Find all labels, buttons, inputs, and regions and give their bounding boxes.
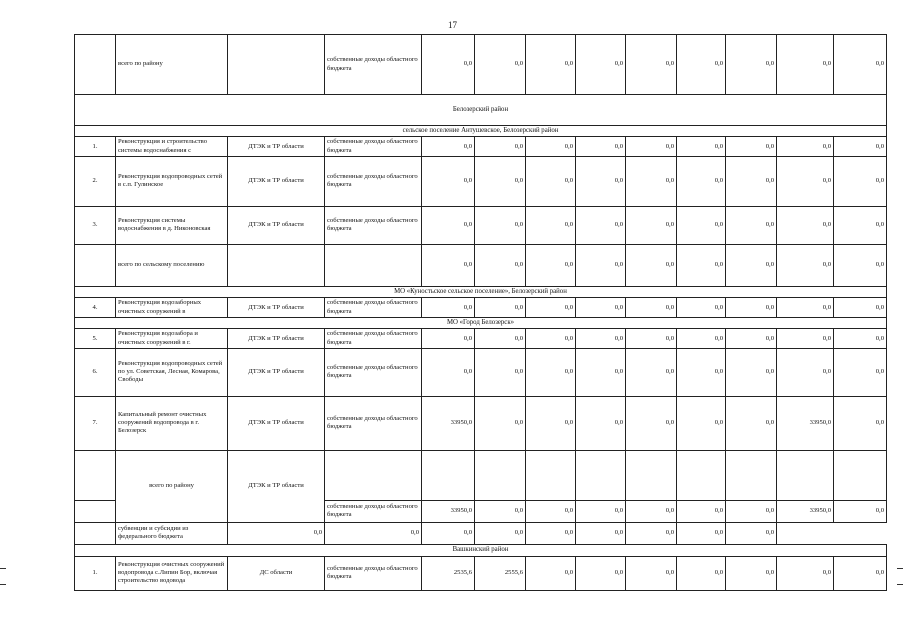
value-cell: 0,0 xyxy=(526,298,576,317)
value-cell: 0,0 xyxy=(626,156,677,206)
funding-source: собственные доходы областного бюджета xyxy=(325,35,422,95)
value-cell: 0,0 xyxy=(526,500,576,522)
value-cell: 0,0 xyxy=(526,35,576,95)
value-cell: 0,0 xyxy=(777,556,834,590)
margin-mark xyxy=(0,584,6,585)
empty-cell xyxy=(677,450,726,500)
item-name: Реконструкция водопроводных сетей по ул. Советская, Лесная, Комарова, Свободы xyxy=(116,348,228,396)
value-cell: 0,0 xyxy=(526,348,576,396)
value-cell: 0,0 xyxy=(576,329,626,348)
value-cell: 0,0 xyxy=(834,348,887,396)
value-cell: 0,0 xyxy=(777,35,834,95)
value-cell: 0,0 xyxy=(726,556,777,590)
value-cell: 0,0 xyxy=(422,156,475,206)
table-row xyxy=(75,556,887,590)
value-cell: 0,0 xyxy=(626,206,677,244)
value-cell: 0,0 xyxy=(834,556,887,590)
responsible-org: ДТЭК и ТР области xyxy=(228,156,325,206)
empty-cell xyxy=(475,450,526,500)
value-cell: 0,0 xyxy=(526,556,576,590)
value-cell: 0,0 xyxy=(475,206,526,244)
section-banner: МО «Куностьское сельское поселение», Белозерский район xyxy=(75,286,887,297)
value-cell: 0,0 xyxy=(576,206,626,244)
value-cell: 0,0 xyxy=(777,244,834,286)
value-cell: 0,0 xyxy=(677,500,726,522)
item-name: Реконструкция системы водоснабжения в д. Никоновская xyxy=(116,206,228,244)
item-name: Капитальный ремонт очистных сооружений водопровода в г. Белозерск xyxy=(116,396,228,450)
table-body xyxy=(75,35,887,591)
value-cell: 0,0 xyxy=(726,244,777,286)
table-row xyxy=(75,244,887,286)
funding-source: собственные доходы областного бюджета xyxy=(325,156,422,206)
value-cell: 0,0 xyxy=(726,137,777,156)
value-cell: 0,0 xyxy=(576,348,626,396)
table-row xyxy=(75,396,887,450)
margin-mark xyxy=(897,584,903,585)
value-cell: 0,0 xyxy=(677,522,726,544)
responsible-org xyxy=(228,244,325,286)
item-name: Реконструкция водопроводных сетей в с.п. Гулинское xyxy=(116,156,228,206)
responsible-org: ДТЭК и ТР области xyxy=(228,450,325,522)
row-number: 6. xyxy=(75,348,116,396)
src-cell: собственные доходы областного бюджета xyxy=(325,500,422,522)
responsible-org: ДТЭК и ТР области xyxy=(228,298,325,317)
value-cell: 0,0 xyxy=(677,298,726,317)
item-name: Реконструкция и строительство системы водоснабжения с xyxy=(116,137,228,156)
item-name: всего по району xyxy=(116,450,228,522)
section-banner: Вашкинский район xyxy=(75,544,887,556)
value-cell: 0,0 xyxy=(626,244,677,286)
value-cell: 0,0 xyxy=(475,244,526,286)
value-cell: 0,0 xyxy=(475,35,526,95)
value-cell: 0,0 xyxy=(626,35,677,95)
value-cell: 0,0 xyxy=(677,348,726,396)
value-cell: 0,0 xyxy=(422,137,475,156)
item-name: всего по сельскому поселению xyxy=(116,244,228,286)
value-cell: 0,0 xyxy=(576,396,626,450)
responsible-org: ДС области xyxy=(228,556,325,590)
value-cell: 0,0 xyxy=(576,556,626,590)
value-cell: 0,0 xyxy=(726,156,777,206)
value-cell: 0,0 xyxy=(834,137,887,156)
funding-source: собственные доходы областного бюджета xyxy=(325,206,422,244)
value-cell: 0,0 xyxy=(422,244,475,286)
value-cell: 0,0 xyxy=(526,137,576,156)
value-cell: 2555,6 xyxy=(475,556,526,590)
value-cell: 0,0 xyxy=(726,396,777,450)
section-banner-row xyxy=(75,126,887,137)
row-number xyxy=(75,35,116,95)
row-number xyxy=(75,500,116,522)
value-cell: 0,0 xyxy=(576,156,626,206)
row-number xyxy=(75,244,116,286)
value-cell: 0,0 xyxy=(325,522,422,544)
value-cell: 0,0 xyxy=(422,35,475,95)
item-name: Реконструкция очистных сооружений водопровода с.Липин Бор, включая строительство водовода xyxy=(116,556,228,590)
value-cell: 0,0 xyxy=(677,244,726,286)
value-cell: 0,0 xyxy=(677,206,726,244)
value-cell: 0,0 xyxy=(834,206,887,244)
value-cell: 0,0 xyxy=(422,348,475,396)
empty-cell xyxy=(626,450,677,500)
value-cell: 0,0 xyxy=(626,556,677,590)
value-cell: 0,0 xyxy=(422,522,475,544)
value-cell: 0,0 xyxy=(475,156,526,206)
responsible-org: ДТЭК и ТР области xyxy=(228,329,325,348)
value-cell: 0,0 xyxy=(677,137,726,156)
table-row xyxy=(75,348,887,396)
value-cell: 0,0 xyxy=(677,556,726,590)
value-cell: 0,0 xyxy=(777,206,834,244)
value-cell: 0,0 xyxy=(475,329,526,348)
responsible-org xyxy=(228,35,325,95)
value-cell: 0,0 xyxy=(475,137,526,156)
value-cell: 0,0 xyxy=(626,348,677,396)
value-cell: 0,0 xyxy=(834,35,887,95)
funding-source: собственные доходы областного бюджета xyxy=(325,348,422,396)
value-cell: 0,0 xyxy=(834,500,887,522)
funding-source: собственные доходы областного бюджета xyxy=(325,329,422,348)
value-cell: 0,0 xyxy=(677,396,726,450)
responsible-org: ДТЭК и ТР области xyxy=(228,206,325,244)
funding-source: собственные доходы областного бюджета xyxy=(325,396,422,450)
value-cell: 0,0 xyxy=(834,298,887,317)
empty-cell xyxy=(726,450,777,500)
value-cell: 33950,0 xyxy=(422,396,475,450)
row-number: 1. xyxy=(75,556,116,590)
section-banner: МО «Город Белозерск» xyxy=(75,317,887,328)
row-number: 7. xyxy=(75,396,116,450)
section-banner-row xyxy=(75,317,887,328)
item-name: Реконструкция водозаборных очистных сооружений в xyxy=(116,298,228,317)
empty-cell xyxy=(75,450,116,500)
section-banner-row xyxy=(75,286,887,297)
value-cell: 0,0 xyxy=(422,329,475,348)
budget-table-sheet xyxy=(74,34,886,591)
responsible-org: ДТЭК и ТР области xyxy=(228,396,325,450)
value-cell: 2535,6 xyxy=(422,556,475,590)
value-cell: 0,0 xyxy=(777,298,834,317)
row-number: 1. xyxy=(75,137,116,156)
section-banner: Белозерский район xyxy=(75,95,887,126)
page-number: 17 xyxy=(448,20,457,30)
table-row xyxy=(75,329,887,348)
value-cell: 0,0 xyxy=(677,35,726,95)
funding-source: собственные доходы областного бюджета xyxy=(325,298,422,317)
value-cell: 0,0 xyxy=(726,206,777,244)
table-row xyxy=(75,156,887,206)
value-cell: 0,0 xyxy=(626,298,677,317)
funding-source: собственные доходы областного бюджета xyxy=(325,137,422,156)
value-cell: 0,0 xyxy=(475,500,526,522)
value-cell: 0,0 xyxy=(777,137,834,156)
section-banner-row xyxy=(75,95,887,126)
value-cell: 0,0 xyxy=(834,244,887,286)
value-cell: 0,0 xyxy=(726,348,777,396)
table-row xyxy=(75,206,887,244)
empty-cell xyxy=(526,450,576,500)
value-cell: 0,0 xyxy=(726,35,777,95)
row-number: 4. xyxy=(75,298,116,317)
value-cell: 0,0 xyxy=(576,244,626,286)
value-cell: 0,0 xyxy=(576,298,626,317)
src-cell: субвенции и субсидии из федерального бюджета xyxy=(116,522,228,544)
section-banner: сельское поселение Антушевское, Белозерский район xyxy=(75,126,887,137)
funding-source xyxy=(325,244,422,286)
budget-table xyxy=(74,34,887,591)
value-cell: 0,0 xyxy=(475,396,526,450)
value-cell: 0,0 xyxy=(526,244,576,286)
value-cell: 0,0 xyxy=(526,329,576,348)
empty-cell xyxy=(422,450,475,500)
table-row xyxy=(75,35,887,95)
value-cell: 0,0 xyxy=(726,298,777,317)
empty-cell xyxy=(576,450,626,500)
value-cell: 0,0 xyxy=(526,206,576,244)
blank-row xyxy=(75,450,887,500)
value-cell: 0,0 xyxy=(475,348,526,396)
value-cell: 0,0 xyxy=(834,396,887,450)
table-row xyxy=(75,137,887,156)
value-cell: 0,0 xyxy=(228,522,325,544)
value-cell: 33950,0 xyxy=(777,500,834,522)
value-cell: 0,0 xyxy=(834,329,887,348)
responsible-org: ДТЭК и ТР области xyxy=(228,348,325,396)
row-number: 2. xyxy=(75,156,116,206)
item-name: Реконструкция водозабора и очистных сооружений в г. xyxy=(116,329,228,348)
value-cell: 0,0 xyxy=(576,35,626,95)
value-cell: 0,0 xyxy=(576,137,626,156)
value-cell: 0,0 xyxy=(475,522,526,544)
section-banner-row xyxy=(75,544,887,556)
row-number: 5. xyxy=(75,329,116,348)
value-cell: 33950,0 xyxy=(777,396,834,450)
empty-cell xyxy=(325,450,422,500)
value-cell: 0,0 xyxy=(422,206,475,244)
value-cell: 0,0 xyxy=(576,522,626,544)
value-cell: 0,0 xyxy=(626,329,677,348)
value-cell: 33950,0 xyxy=(422,500,475,522)
table-row xyxy=(75,522,887,544)
value-cell: 0,0 xyxy=(626,500,677,522)
margin-mark xyxy=(0,568,6,569)
value-cell: 0,0 xyxy=(526,156,576,206)
responsible-org: ДТЭК и ТР области xyxy=(228,137,325,156)
value-cell: 0,0 xyxy=(777,348,834,396)
row-number: 3. xyxy=(75,206,116,244)
value-cell: 0,0 xyxy=(475,298,526,317)
row-number xyxy=(75,522,116,544)
funding-source: собственные доходы областного бюджета xyxy=(325,556,422,590)
table-row xyxy=(75,298,887,317)
value-cell: 0,0 xyxy=(726,329,777,348)
empty-cell xyxy=(777,450,834,500)
value-cell: 0,0 xyxy=(526,396,576,450)
value-cell: 0,0 xyxy=(777,156,834,206)
value-cell: 0,0 xyxy=(677,156,726,206)
value-cell: 0,0 xyxy=(576,500,626,522)
value-cell: 0,0 xyxy=(834,156,887,206)
item-name: всего по району xyxy=(116,35,228,95)
value-cell: 0,0 xyxy=(626,522,677,544)
empty-cell xyxy=(834,450,887,500)
value-cell: 0,0 xyxy=(626,137,677,156)
value-cell: 0,0 xyxy=(726,500,777,522)
value-cell: 0,0 xyxy=(777,329,834,348)
value-cell: 0,0 xyxy=(626,396,677,450)
value-cell: 0,0 xyxy=(677,329,726,348)
value-cell: 0,0 xyxy=(526,522,576,544)
value-cell: 0,0 xyxy=(726,522,777,544)
value-cell: 0,0 xyxy=(422,298,475,317)
margin-mark xyxy=(897,568,903,569)
